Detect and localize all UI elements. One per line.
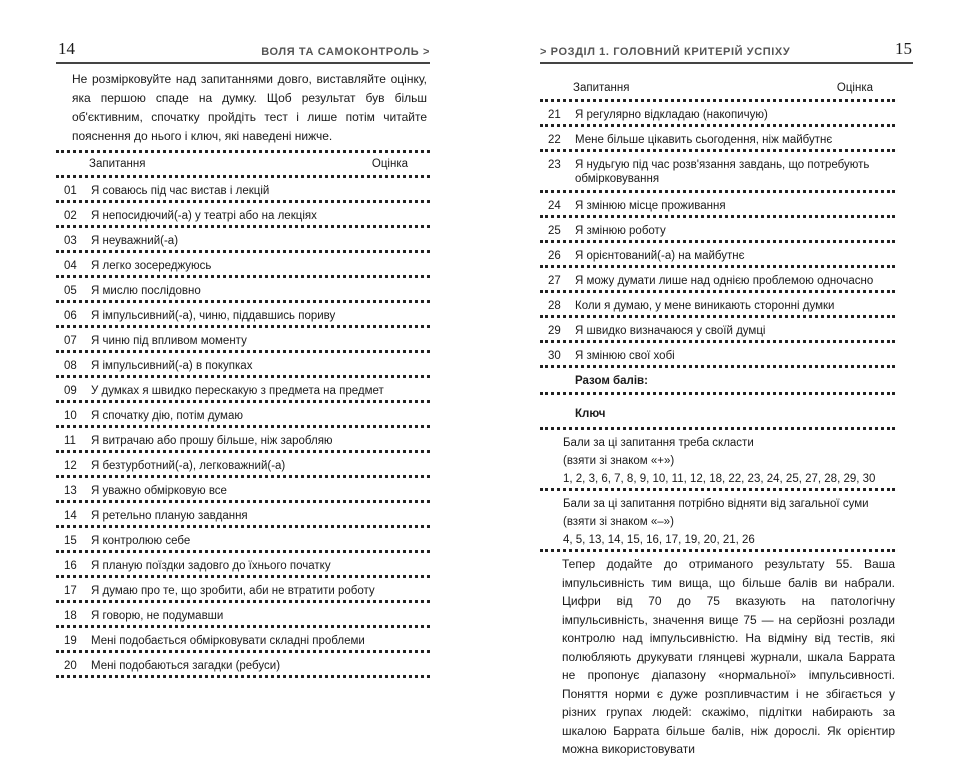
question-text: Я уважно обмірковую все [91, 485, 227, 497]
question-text: Я ретельно планую завдання [91, 510, 248, 522]
question-number: 10 [64, 410, 77, 422]
question-number: 22 [548, 134, 561, 146]
table-header [56, 153, 430, 175]
key-section [540, 405, 895, 552]
key-minus-line1: Бали за ці запитання потрібно відняти від загальної суми [563, 498, 869, 510]
question-text: У думках я швидко перескакую з предмета на предмет [91, 385, 384, 397]
total-label: Разом балів: [575, 375, 648, 387]
score-column-header: Оцінка [371, 158, 408, 170]
question-number: 25 [548, 225, 561, 237]
dotted-rule [540, 392, 895, 395]
header-rule [540, 62, 913, 64]
key-minus-numbers: 4, 5, 13, 14, 15, 16, 17, 19, 20, 21, 26 [563, 534, 755, 546]
question-column-header: Запитання [573, 82, 630, 94]
question-number: 18 [64, 610, 77, 622]
questions-table-left [56, 150, 430, 678]
question-text: Я непосидючий(-а) у театрі або на лекціях [91, 210, 317, 222]
question-row [540, 268, 895, 290]
question-text: Я регулярно відкладаю (накопичую) [575, 109, 768, 121]
question-number: 11 [64, 435, 76, 447]
question-row [540, 243, 895, 265]
question-row [56, 353, 430, 375]
question-number: 04 [64, 260, 77, 272]
question-number: 27 [548, 275, 561, 287]
key-plus-numbers: 1, 2, 3, 6, 7, 8, 9, 10, 11, 12, 18, 22, 23, 24, 25, 27, 28, 29, 30 [563, 473, 876, 485]
question-number: 17 [64, 585, 77, 597]
question-column-header: Запитання [89, 158, 146, 170]
question-number: 21 [548, 109, 561, 121]
question-row [56, 628, 430, 650]
question-row [56, 378, 430, 400]
question-row [56, 328, 430, 350]
question-number: 28 [548, 300, 561, 312]
question-row [56, 553, 430, 575]
question-text: Я соваюсь під час вистав і лекцій [91, 185, 270, 197]
question-row [56, 228, 430, 250]
question-row [56, 178, 430, 200]
question-row [56, 453, 430, 475]
question-row [540, 152, 895, 190]
question-row [540, 318, 895, 340]
question-list [56, 175, 430, 678]
key-plus-line1: Бали за ці запитання треба скласти [563, 437, 754, 449]
question-text: Я змінюю роботу [575, 225, 666, 237]
questions-table-right [540, 77, 895, 395]
question-number: 13 [64, 485, 77, 497]
question-text: Я неуважний(-а) [91, 235, 179, 247]
question-row [56, 203, 430, 225]
intro-paragraph: Не розмірковуйте над запитаннями довго, виставляйте оцінку, яка першою спаде на думку. Щоб результат був більш об'єктивним, спочатку пройдіть тест і лише потім читайте пояснення до нього і ключ, які наведені нижче. [72, 72, 427, 143]
question-text: Я планую поїздки задовго до їхнього початку [91, 560, 331, 572]
question-number: 02 [64, 210, 77, 222]
key-minus-block [540, 491, 895, 549]
question-text: Коли я думаю, у мене виникають сторонні думки [575, 300, 835, 312]
question-number: 29 [548, 325, 561, 337]
question-number: 24 [548, 200, 561, 212]
question-text: Я нудьгую під час розв'язання завдань, що потребують обмірковування [575, 159, 870, 185]
question-row [56, 303, 430, 325]
question-text: Я можу думати лише над однією проблемою одночасно [575, 275, 874, 287]
question-text: Я контролюю себе [91, 535, 191, 547]
question-number: 07 [64, 335, 77, 347]
question-number: 26 [548, 250, 561, 262]
dotted-rule [540, 549, 895, 552]
question-row [56, 278, 430, 300]
question-text: Мені подобається обмірковувати складні проблеми [91, 635, 365, 647]
question-text: Я легко зосереджуюсь [91, 260, 212, 272]
header-rule [56, 62, 430, 64]
question-row [540, 102, 895, 124]
question-number: 23 [548, 159, 561, 171]
question-row [56, 478, 430, 500]
question-text: Я змінюю свої хобі [575, 350, 675, 362]
question-text: Я імпульсивний(-а), чиню, піддавшись пориву [91, 310, 336, 322]
question-text: Мене більше цікавить сьогодення, ніж майбутнє [575, 134, 833, 146]
question-text: Я спочатку дію, потім думаю [91, 410, 243, 422]
question-text: Я орієнтований(-а) на майбутнє [575, 250, 745, 262]
question-row [540, 293, 895, 315]
question-number: 30 [548, 350, 561, 362]
question-row [56, 403, 430, 425]
question-row [56, 428, 430, 450]
question-number: 15 [64, 535, 77, 547]
question-number: 20 [64, 660, 77, 672]
total-row [540, 368, 895, 392]
question-row [56, 503, 430, 525]
question-number: 01 [64, 185, 77, 197]
question-row [540, 343, 895, 365]
left-page [0, 0, 485, 746]
question-number: 06 [64, 310, 77, 322]
question-text: Я говорю, не подумавши [91, 610, 224, 622]
running-head: ВОЛЯ ТА САМОКОНТРОЛЬ > [261, 46, 430, 58]
question-text: Я змінюю місце проживання [575, 200, 726, 212]
table-header [540, 77, 895, 99]
page-number: 14 [58, 39, 75, 58]
key-plus-block [540, 430, 895, 488]
question-row [540, 193, 895, 215]
body-paragraph: Тепер додайте до отриманого результату 55. Ваша імпульсивність тим вища, що більше балів ви набрали. Цифри від 70 до 75 вказують на патологічну імпульсивність, значення вище 75 — на серйозні розлади контролю над імпульсивністю. На відміну від тестів, які полюбляють друкувати глянцеві журнали, шкала Баррата не пропонує діапазону «нормальної» імпульсивності. Поняття норми є дуже розпливчастим і не збігається у різних групах людей: скажімо, підлітки набирають за шкалою Баррата більше балів, ніж дорослі. Як орієнтир можна використовувати [562, 557, 895, 756]
question-text: Я мислю послідовно [91, 285, 201, 297]
question-number: 05 [64, 285, 77, 297]
dotted-rule [56, 675, 430, 678]
question-number: 12 [64, 460, 77, 472]
question-text: Мені подобаються загадки (ребуси) [91, 660, 281, 672]
question-number: 14 [64, 510, 77, 522]
question-text: Я імпульсивний(-а) в покупках [91, 360, 253, 372]
question-text: Я чиню під впливом моменту [91, 335, 247, 347]
page-number: 15 [895, 39, 912, 58]
key-minus-line2: (взяти зі знаком «–») [563, 516, 674, 528]
score-column-header: Оцінка [836, 82, 873, 94]
question-number: 08 [64, 360, 77, 372]
question-row [540, 127, 895, 149]
question-text: Я витрачаю або прошу більше, ніж заробляю [91, 435, 333, 447]
question-text: Я безтурботний(-а), легковажний(-а) [91, 460, 286, 472]
running-head: > РОЗДІЛ 1. ГОЛОВНИЙ КРИТЕРІЙ УСПІХУ [540, 46, 791, 58]
question-row [56, 653, 430, 675]
question-row [56, 603, 430, 625]
question-list [540, 99, 895, 365]
question-number: 03 [64, 235, 77, 247]
key-plus-line2: (взяти зі знаком «+») [563, 455, 675, 467]
key-title: Ключ [575, 408, 606, 420]
question-row [56, 528, 430, 550]
question-number: 09 [64, 385, 77, 397]
question-text: Я думаю про те, що зробити, аби не втратити роботу [91, 585, 375, 597]
question-number: 16 [64, 560, 77, 572]
question-number: 19 [64, 635, 77, 647]
question-text: Я швидко визначаюся у своїй думці [575, 325, 766, 337]
question-row [540, 218, 895, 240]
question-row [56, 578, 430, 600]
question-row [56, 253, 430, 275]
